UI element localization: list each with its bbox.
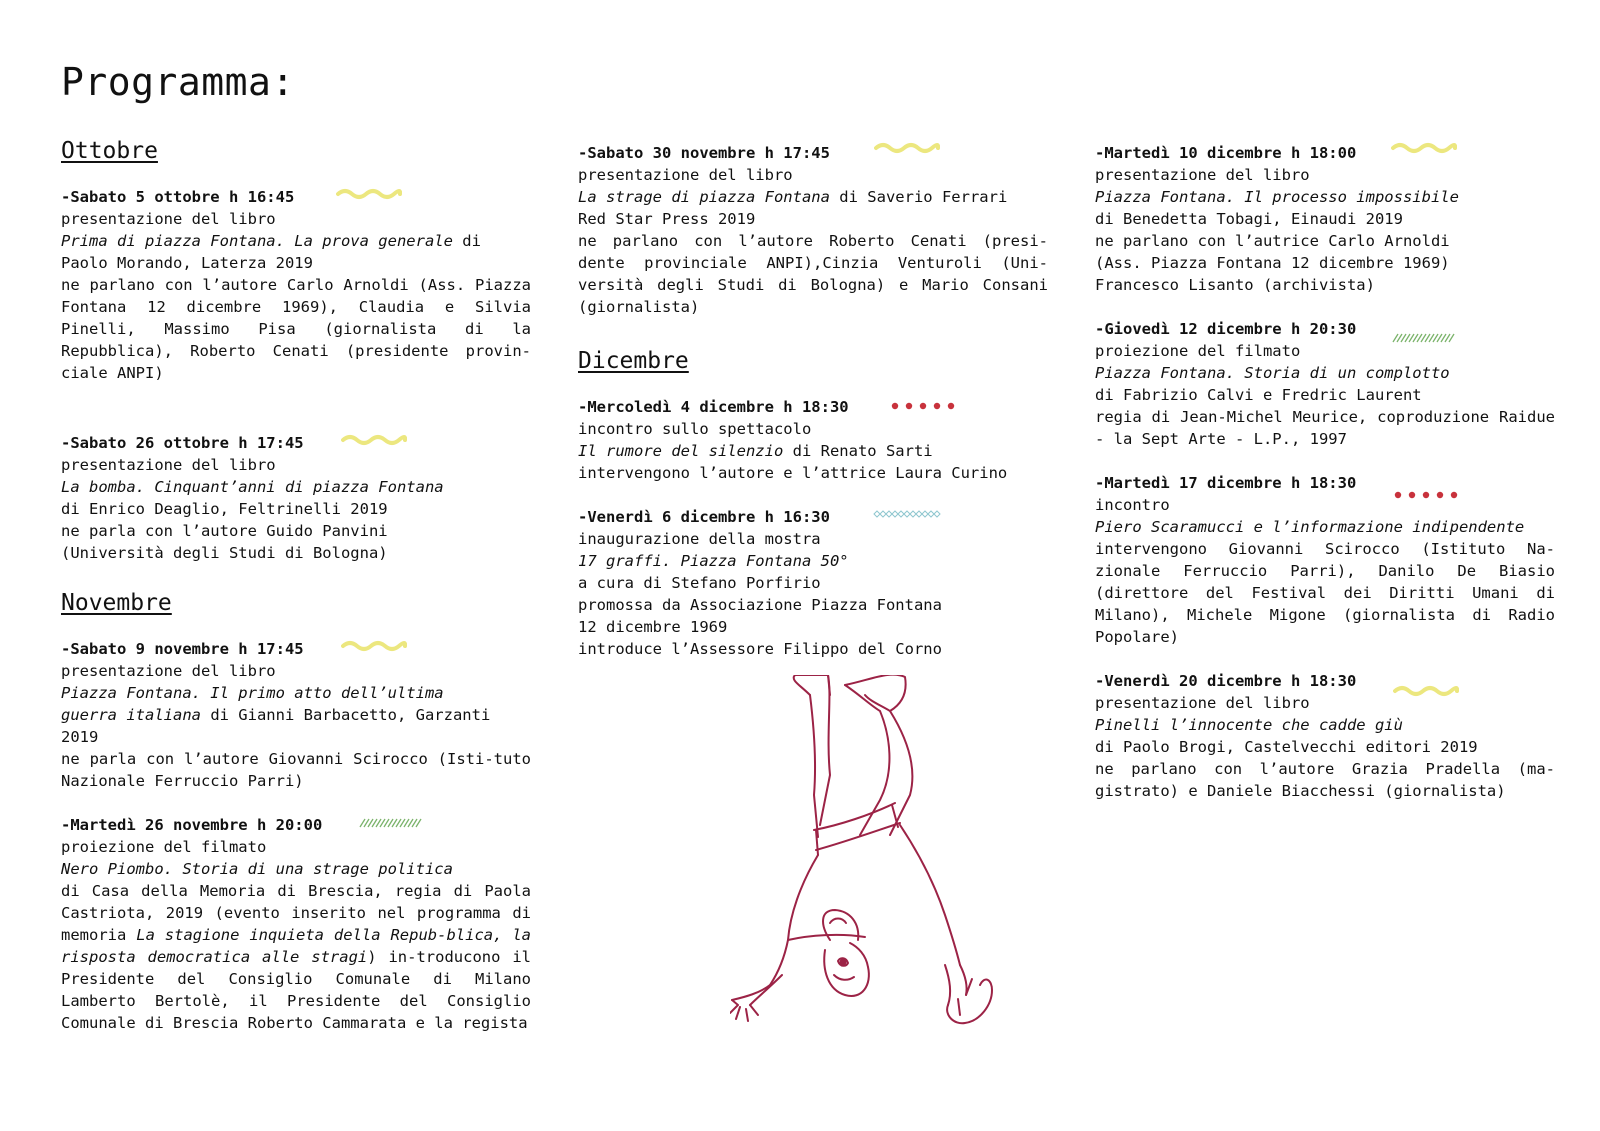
event-work: Pinelli l’innocente che cadde giù [1095, 716, 1403, 734]
event-author: di Fabrizio Calvi e Fredric Laurent [1095, 386, 1422, 404]
event-type: presentazione del libro [61, 662, 276, 680]
event-work: 17 graffi. Piazza Fontana 50° [578, 552, 849, 570]
event-title: -Martedì 10 dicembre h 18:00 [1095, 144, 1357, 162]
chain-icon [873, 509, 941, 519]
event-work: Piazza Fontana. Il processo impossibile [1095, 188, 1459, 206]
hatch-icon [358, 818, 424, 828]
event-author: di Paolo Brogi, Castelvecchi editori 2019 [1095, 738, 1478, 756]
page-title: Programma: [61, 60, 295, 104]
event-work: Piazza Fontana. Storia di un complotto [1095, 364, 1450, 382]
event-title: -Sabato 30 novembre h 17:45 [578, 144, 830, 162]
event-speakers: ne parla con l’autore Giovanni Scirocco (Isti-tuto Nazionale Ferruccio Parri) [61, 750, 531, 790]
event-promoter-date: 12 dicembre 1969 [578, 618, 728, 636]
event-work-line: Prima di piazza Fontana. La prova generale di [61, 232, 481, 250]
event-author: Paolo Morando, Laterza 2019 [61, 254, 313, 272]
column-dicembre [1095, 142, 1555, 824]
event-type: proiezione del filmato [61, 838, 267, 856]
event-publisher: Red Star Press 2019 [578, 210, 756, 228]
event-type: presentazione del libro [61, 456, 276, 474]
hatch-icon [1391, 333, 1457, 343]
event-6-dicembre [578, 506, 1048, 660]
event-introducer: introduce l’Assessore Filippo del Corno [578, 640, 942, 658]
event-17-dicembre [1095, 472, 1555, 648]
event-26-ottobre [61, 432, 531, 564]
event-type: inaugurazione della mostra [578, 530, 821, 548]
event-title: -Venerdì 20 dicembre h 18:30 [1095, 672, 1357, 690]
event-10-dicembre [1095, 142, 1555, 296]
month-heading-ottobre: Ottobre [61, 138, 158, 164]
event-type: presentazione del libro [1095, 166, 1310, 184]
dots-icon [890, 401, 960, 411]
event-title: -Martedì 26 novembre h 20:00 [61, 816, 323, 834]
event-5-ottobre [61, 186, 531, 384]
event-type: presentazione del libro [578, 166, 793, 184]
event-curator: a cura di Stefano Porfirio [578, 574, 821, 592]
event-work-line: La strage di piazza Fontana di Saverio Ferrari [578, 188, 1008, 206]
falling-man-illustration [730, 675, 1030, 1075]
event-promoter: promossa da Associazione Piazza Fontana [578, 596, 942, 614]
event-author: guerra italiana di Gianni Barbacetto, Garzanti 2019 [61, 706, 491, 746]
wave-icon [874, 142, 940, 154]
month-heading-novembre: Novembre [61, 590, 172, 616]
wave-icon [341, 434, 407, 446]
event-director: regia di Jean-Michel Meurice, coproduzione Raidue - la Sept Arte - L.P., 1997 [1095, 408, 1555, 448]
event-title: -Sabato 9 novembre h 17:45 [61, 640, 304, 658]
event-speakers: ne parlano con l’autore Carlo Arnoldi (Ass. Piazza Fontana 12 dicembre 1969), Claudia e Silvia Pinelli, Massimo Pisa (giornalista di la Repubblica), Roberto Cenati (presidente provin-ciale ANPI) [61, 276, 531, 382]
event-title: -Giovedì 12 dicembre h 20:30 [1095, 320, 1357, 338]
event-9-novembre [61, 638, 531, 792]
column-ottobre-novembre [61, 138, 531, 1056]
event-type: presentazione del libro [1095, 694, 1310, 712]
event-title: -Sabato 5 ottobre h 16:45 [61, 188, 295, 206]
wave-icon [336, 188, 402, 200]
event-author: di Enrico Deaglio, Feltrinelli 2019 [61, 500, 388, 518]
event-details: di Casa della Memoria di Brescia, regia di Paola Castriota, 2019 (evento inserito nel programma di memoria La stagione inquieta della Repub-blica, la risposta democratica alle stragi) in-troducono il Presidente del Consiglio Comunale di Milano Lamberto Bertolè, il Presidente del Consiglio Comunale di Brescia Roberto Cammarata e la regista [61, 882, 532, 1032]
event-speakers-affiliation: (Università degli Studi di Bologna) [61, 544, 388, 562]
wave-icon [1391, 142, 1457, 154]
column-novembre-dicembre [578, 142, 1048, 682]
event-4-dicembre [578, 396, 1048, 484]
event-work: Nero Piombo. Storia di una strage politica [61, 860, 453, 878]
event-20-dicembre [1095, 670, 1555, 802]
event-work: Piero Scaramucci e l’informazione indipendente [1095, 518, 1525, 536]
wave-icon [341, 640, 407, 652]
event-work: Piazza Fontana. Il primo atto dell’ultima [61, 684, 444, 702]
event-type: incontro sullo spettacolo [578, 420, 812, 438]
event-type: presentazione del libro [61, 210, 276, 228]
event-speakers: ne parla con l’autore Guido Panvini [61, 522, 388, 540]
event-type: incontro [1095, 496, 1170, 514]
event-speakers: ne parlano con l’autore Grazia Pradella (ma-gistrato) e Daniele Biacchessi (giornalista) [1095, 760, 1555, 800]
event-type: proiezione del filmato [1095, 342, 1301, 360]
event-26-novembre [61, 814, 531, 1034]
event-30-novembre [578, 142, 1048, 318]
event-speakers-archivist: Francesco Lisanto (archivista) [1095, 276, 1375, 294]
event-speakers: intervengono Giovanni Scirocco (Istituto Na-zionale Ferruccio Parri), Danilo De Biasio (direttore del Festival dei Diritti Umani di Milano), Michele Migone (giornalista di Radio Popolare) [1095, 540, 1555, 646]
month-heading-dicembre: Dicembre [578, 348, 689, 374]
event-work: La bomba. Cinquant’anni di piazza Fontana [61, 478, 444, 496]
event-work-line: Il rumore del silenzio di Renato Sarti [578, 442, 933, 460]
event-12-dicembre [1095, 318, 1555, 450]
event-speakers: intervengono l’autore e l’attrice Laura Curino [578, 464, 1008, 482]
event-title: -Venerdì 6 dicembre h 16:30 [578, 508, 830, 526]
event-author: di Benedetta Tobagi, Einaudi 2019 [1095, 210, 1403, 228]
dots-icon [1393, 490, 1463, 500]
event-speakers: ne parlano con l’autrice Carlo Arnoldi [1095, 232, 1450, 250]
event-title: -Mercoledì 4 dicembre h 18:30 [578, 398, 849, 416]
wave-icon [1393, 685, 1459, 697]
event-speakers: ne parlano con l’autore Roberto Cenati (presi-dente provinciale ANPI),Cinzia Venturoli (Uni-versità degli Studi di Bologna) e Mario Consani (giornalista) [578, 232, 1048, 316]
event-speakers-affiliation: (Ass. Piazza Fontana 12 dicembre 1969) [1095, 254, 1450, 272]
event-title: -Martedì 17 dicembre h 18:30 [1095, 474, 1357, 492]
event-title: -Sabato 26 ottobre h 17:45 [61, 434, 304, 452]
